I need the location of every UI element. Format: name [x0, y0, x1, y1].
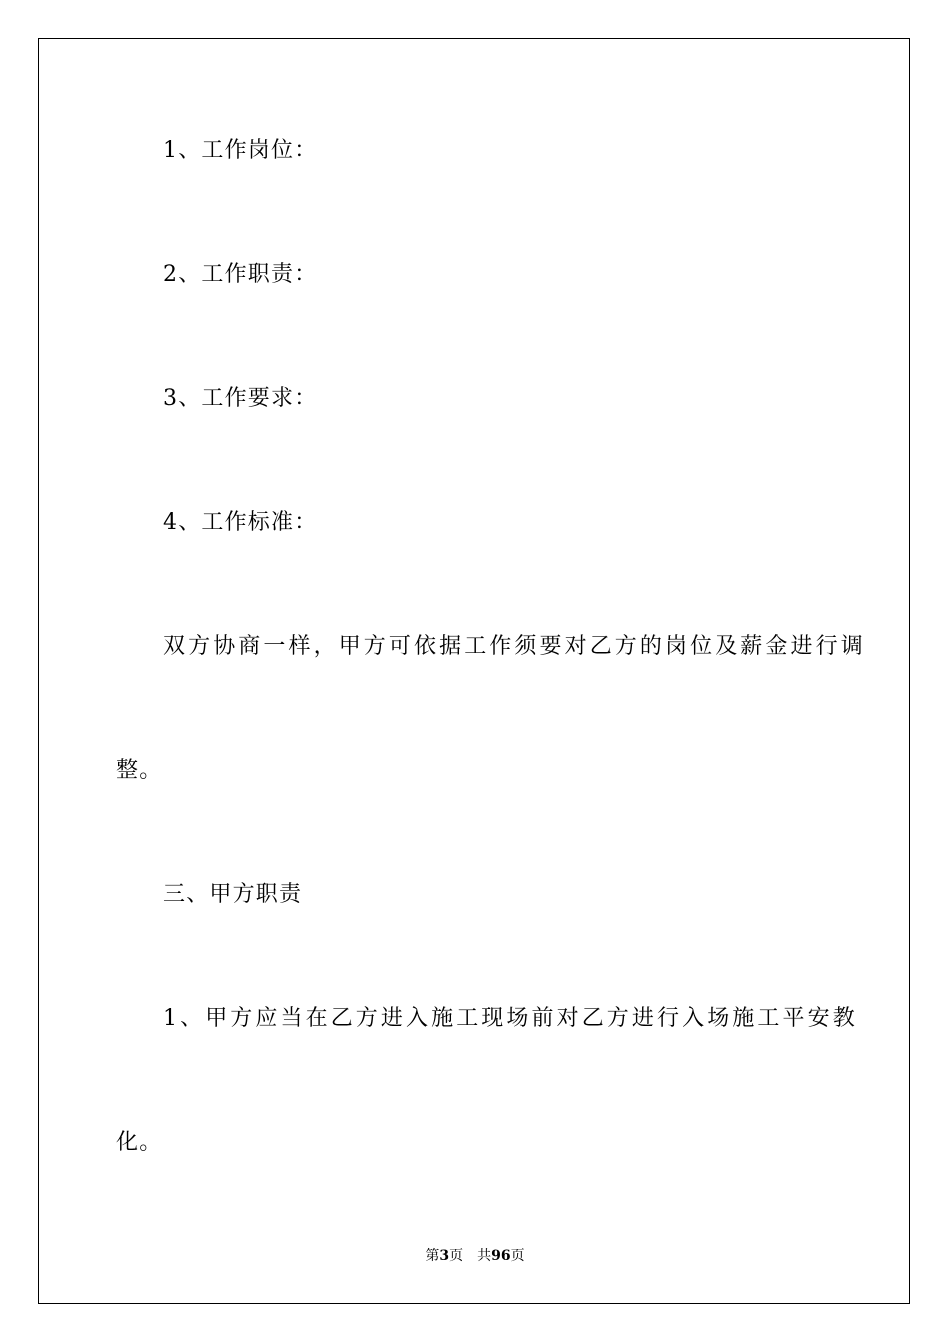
footer-page-current: 3 — [439, 1248, 450, 1264]
page-footer — [0, 1247, 950, 1265]
section-heading-party-a-duties: 三、甲方职责 — [163, 882, 303, 907]
paragraph-adjustment-line1: 双方协商一样，甲方可依据工作须要对乙方的岗位及薪金进行调 — [163, 634, 866, 659]
paragraph-safety-education-line2: 化。 — [116, 1130, 163, 1155]
footer-total-suffix: 页 — [510, 1248, 525, 1264]
paragraph-work-duties: 2、工作职责： — [163, 262, 318, 287]
paragraph-work-requirements: 3、工作要求： — [163, 386, 318, 411]
footer-page-suffix: 页 — [449, 1248, 464, 1264]
paragraph-work-position: 1、工作岗位： — [163, 138, 318, 163]
footer-page-total: 96 — [491, 1248, 511, 1264]
paragraph-adjustment-line2: 整。 — [116, 758, 163, 783]
footer-page-prefix: 第 — [425, 1248, 440, 1264]
page-border — [38, 38, 910, 1304]
footer-total-prefix: 共 — [477, 1248, 492, 1264]
paragraph-work-standards: 4、工作标准： — [163, 510, 318, 535]
paragraph-safety-education-line1: 1、甲方应当在乙方进入施工现场前对乙方进行入场施工平安教 — [163, 1006, 858, 1031]
